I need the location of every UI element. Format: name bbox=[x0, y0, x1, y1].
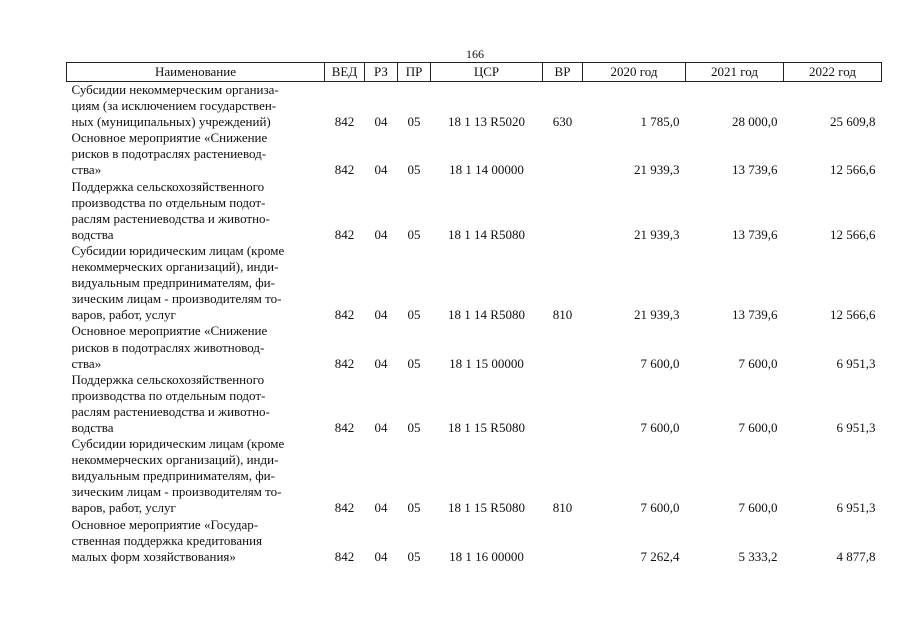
row-vr: 810 bbox=[552, 307, 573, 323]
row-2021: 28 000,0 bbox=[732, 114, 778, 130]
table-row bbox=[67, 179, 882, 243]
table-row bbox=[67, 323, 882, 371]
row-rz: 04 bbox=[374, 307, 388, 323]
row-rz: 04 bbox=[374, 162, 388, 178]
row-ved: 842 bbox=[334, 548, 355, 564]
row-2022: 12 566,6 bbox=[830, 162, 876, 178]
row-csr: 18 1 13 R5020 bbox=[448, 114, 525, 130]
row-ved: 842 bbox=[334, 307, 355, 323]
row-ved: 842 bbox=[334, 500, 355, 516]
row-2021: 13 739,6 bbox=[732, 226, 778, 242]
row-2021: 5 333,2 bbox=[738, 548, 778, 564]
row-name: Субсидии юридическим лицам (кроме некоммерческих организаций), инди- видуальным предпринимателям, фи- зическим лицам - производителям то- варов, работ, услуг bbox=[71, 436, 285, 516]
row-2020: 7 262,4 bbox=[640, 548, 680, 564]
row-ved: 842 bbox=[334, 355, 355, 371]
row-pr: 05 bbox=[407, 226, 421, 242]
table-row bbox=[67, 243, 882, 323]
header-csr: ЦСР bbox=[431, 63, 543, 82]
row-vr bbox=[543, 323, 583, 371]
row-2021: 7 600,0 bbox=[738, 355, 778, 371]
budget-table bbox=[66, 62, 882, 565]
row-2022: 12 566,6 bbox=[830, 307, 876, 323]
row-rz: 04 bbox=[374, 500, 388, 516]
row-name: Основное мероприятие «Снижение рисков в подотраслях растениевод- ства» bbox=[71, 130, 268, 178]
row-pr: 05 bbox=[407, 355, 421, 371]
row-vr: 630 bbox=[552, 114, 573, 130]
row-csr: 18 1 15 R5080 bbox=[448, 419, 525, 435]
header-pr: ПР bbox=[398, 63, 431, 82]
table-row bbox=[67, 436, 882, 516]
header-2020: 2020 год bbox=[583, 63, 686, 82]
header-vr: ВР bbox=[543, 63, 583, 82]
header-rz: РЗ bbox=[365, 63, 398, 82]
row-2021: 7 600,0 bbox=[738, 500, 778, 516]
table-row bbox=[67, 372, 882, 436]
row-ved: 842 bbox=[334, 162, 355, 178]
row-rz: 04 bbox=[374, 548, 388, 564]
row-2022: 6 951,3 bbox=[836, 355, 876, 371]
row-2022: 12 566,6 bbox=[830, 226, 876, 242]
row-csr: 18 1 14 00000 bbox=[449, 162, 524, 178]
row-pr: 05 bbox=[407, 307, 421, 323]
header-name: Наименование bbox=[67, 63, 325, 82]
row-2020: 21 939,3 bbox=[634, 226, 680, 242]
row-rz: 04 bbox=[374, 355, 388, 371]
row-pr: 05 bbox=[407, 548, 421, 564]
row-rz: 04 bbox=[374, 419, 388, 435]
row-pr: 05 bbox=[407, 162, 421, 178]
row-2021: 13 739,6 bbox=[732, 162, 778, 178]
row-vr bbox=[543, 179, 583, 243]
table-row bbox=[67, 130, 882, 178]
table-row bbox=[67, 82, 882, 131]
page-number: 166 bbox=[466, 47, 484, 61]
row-csr: 18 1 14 R5080 bbox=[448, 307, 525, 323]
row-name: Поддержка сельскохозяйственного производства по отдельным подот- раслям растениеводства и животно- водства bbox=[71, 178, 270, 242]
row-2020: 21 939,3 bbox=[634, 307, 680, 323]
row-vr bbox=[543, 130, 583, 178]
row-csr: 18 1 15 00000 bbox=[449, 355, 524, 371]
row-name: Основное мероприятие «Государ- ственная поддержка кредитования малых форм хозяйствования» bbox=[71, 516, 263, 564]
row-ved: 842 bbox=[334, 419, 355, 435]
row-rz: 04 bbox=[374, 226, 388, 242]
header-2021: 2021 год bbox=[686, 63, 784, 82]
row-2022: 6 951,3 bbox=[836, 500, 876, 516]
row-pr: 05 bbox=[407, 419, 421, 435]
table-row bbox=[67, 517, 882, 565]
row-2022: 4 877,8 bbox=[836, 548, 876, 564]
row-2021: 7 600,0 bbox=[738, 419, 778, 435]
row-name: Основное мероприятие «Снижение рисков в подотраслях животновод- ства» bbox=[71, 323, 268, 371]
row-vr: 810 bbox=[552, 500, 573, 516]
row-csr: 18 1 14 R5080 bbox=[448, 226, 525, 242]
row-2022: 25 609,8 bbox=[830, 114, 876, 130]
header-ved: ВЕД bbox=[325, 63, 365, 82]
row-vr bbox=[543, 517, 583, 565]
table-header-row bbox=[67, 63, 882, 82]
row-csr: 18 1 16 00000 bbox=[449, 548, 524, 564]
row-pr: 05 bbox=[407, 500, 421, 516]
row-2021: 13 739,6 bbox=[732, 307, 778, 323]
row-2020: 21 939,3 bbox=[634, 162, 680, 178]
row-ved: 842 bbox=[334, 226, 355, 242]
row-vr bbox=[543, 372, 583, 436]
row-rz: 04 bbox=[374, 114, 388, 130]
row-name: Субсидии юридическим лицам (кроме некоммерческих организаций), инди- видуальным предпринимателям, фи- зическим лицам - производителям то- варов, работ, услуг bbox=[71, 242, 285, 323]
row-pr: 05 bbox=[407, 114, 421, 130]
row-2020: 1 785,0 bbox=[640, 114, 680, 130]
row-name: Поддержка сельскохозяйственного производства по отдельным подот- раслям растениеводства и животно- водства bbox=[71, 371, 270, 435]
row-ved: 842 bbox=[334, 114, 355, 130]
row-2020: 7 600,0 bbox=[640, 419, 680, 435]
header-2022: 2022 год bbox=[784, 63, 882, 82]
row-2022: 6 951,3 bbox=[836, 419, 876, 435]
row-name: Субсидии некоммерческим организа- циям (за исключением государствен- ных (муниципальных) учреждений) bbox=[71, 82, 279, 130]
row-2020: 7 600,0 bbox=[640, 500, 680, 516]
row-csr: 18 1 15 R5080 bbox=[448, 500, 525, 516]
row-2020: 7 600,0 bbox=[640, 355, 680, 371]
